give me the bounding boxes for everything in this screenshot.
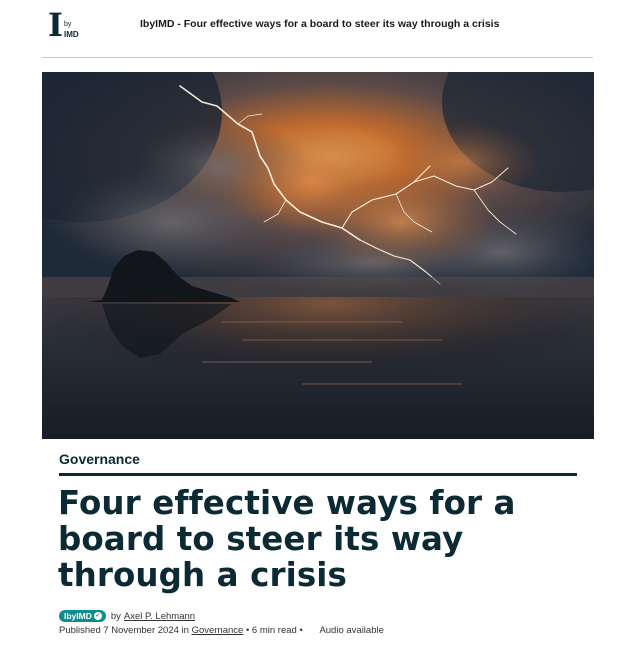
verified-check-icon: ✓ xyxy=(95,613,101,619)
author-link[interactable]: Axel P. Lehmann xyxy=(123,610,196,622)
byline-by: by xyxy=(110,610,121,622)
category-label[interactable]: Governance xyxy=(59,451,140,467)
byline xyxy=(59,609,195,623)
audio-available[interactable]: Audio available xyxy=(319,625,384,636)
lightning-storm-seascape-image xyxy=(42,72,594,439)
logo-brand: IMD xyxy=(64,30,79,39)
article-meta xyxy=(59,625,384,636)
category-divider xyxy=(59,473,577,476)
site-header xyxy=(0,0,635,58)
badge-label: IbyIMD xyxy=(64,611,92,621)
ibyimd-logo[interactable] xyxy=(48,6,88,44)
section-link[interactable]: Governance xyxy=(191,625,244,636)
logo-letter: I xyxy=(48,6,63,44)
hero-image xyxy=(42,72,594,439)
header-title: IbyIMD - Four effective ways for a board to steer its way through a crisis xyxy=(140,18,500,30)
published-date: Published 7 November 2024 in xyxy=(59,625,189,636)
article-headline: Four effective ways for a board to steer its way through a crisis xyxy=(58,484,516,594)
read-time: • 6 min read • xyxy=(245,625,303,636)
header-divider xyxy=(42,57,593,58)
logo-by: by xyxy=(64,21,72,28)
ibyimd-badge[interactable] xyxy=(59,610,106,622)
